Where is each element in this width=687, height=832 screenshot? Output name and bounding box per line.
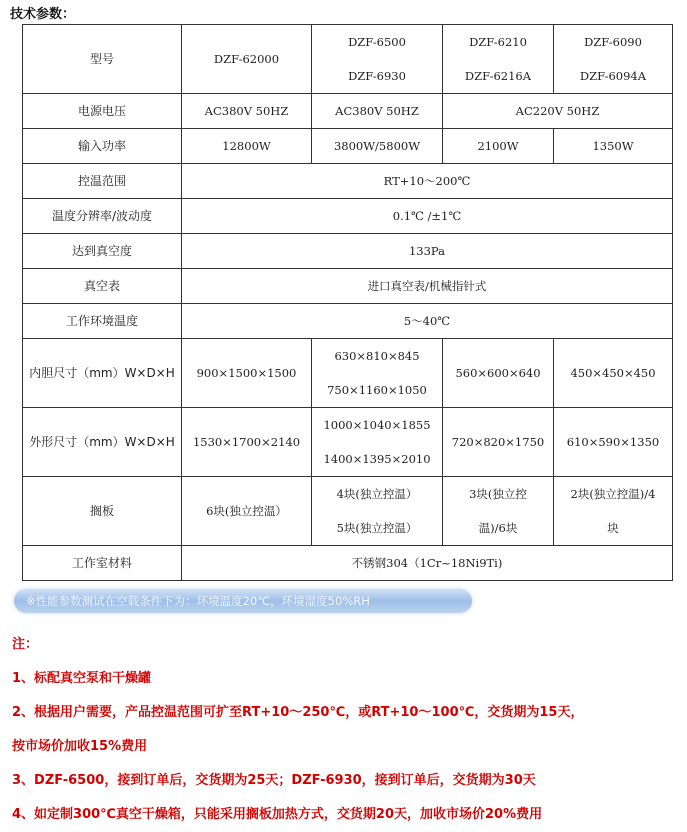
model-2: DZF-6500 DZF-6930 [312,25,443,94]
vacuum-value: 133Pa [182,234,673,269]
label-vacuum: 达到真空度 [23,234,182,269]
label-resolution: 温度分辨率/波动度 [23,199,182,234]
power-3: 2100W [443,129,554,164]
inner-size-4: 450×450×450 [554,339,673,408]
voltage-2: AC380V 50HZ [312,94,443,129]
gauge-value: 进口真空表/机械指针式 [182,269,673,304]
shelves-2: 4块(独立控温） 5块(独立控温） [312,477,443,546]
row-material [23,546,673,581]
voltage-3: AC220V 50HZ [443,94,673,129]
row-voltage [23,94,673,129]
note-item: 按市场价加收15%费用 [12,739,148,754]
label-outer-size: 外形尺寸（mm）W×D×H [23,408,182,477]
model-1: DZF-62000 [182,25,312,94]
note-item: 4、如定制300℃真空干燥箱，只能采用搁板加热方式，交货期20天，加收市场价20%费用 [12,807,543,822]
notes-title: 注： [12,637,39,652]
label-power: 输入功率 [23,129,182,164]
row-temp-range [23,164,673,199]
shelves-3: 3块(独立控 温)/6块 [443,477,554,546]
temp-range-value: RT+10～200℃ [182,164,673,199]
test-conditions-text: ※性能参数测试在空载条件下为：环境温度20℃，环境湿度50%RH [26,594,370,608]
note-item: 2、根据用户需要，产品控温范围可扩至RT+10～250℃，或RT+10～100℃，交货期为15天， [12,705,584,720]
notes-section [12,628,682,832]
label-inner-size: 内胆尺寸（mm）W×D×H [23,339,182,408]
power-2: 3800W/5800W [312,129,443,164]
row-inner-size [23,339,673,408]
inner-size-1: 900×1500×1500 [182,339,312,408]
power-1: 12800W [182,129,312,164]
outer-size-4: 610×590×1350 [554,408,673,477]
power-4: 1350W [554,129,673,164]
note-item: 3、DZF-6500，接到订单后，交货期为25天；DZF-6930，接到订单后，交货期为30天 [12,773,536,788]
env-temp-value: 5～40℃ [182,304,673,339]
material-value: 不锈钢304（1Cr~18Ni9Ti) [182,546,673,581]
shelves-4: 2块(独立控温)/4 块 [554,477,673,546]
note-item: 1、标配真空泵和干燥罐 [12,671,152,686]
row-gauge [23,269,673,304]
section-heading: 技术参数： [10,7,76,22]
row-env-temp [23,304,673,339]
spec-table [22,24,673,581]
row-model [23,25,673,94]
model-4: DZF-6090 DZF-6094A [554,25,673,94]
resolution-value: 0.1℃ /±1℃ [182,199,673,234]
row-vacuum [23,234,673,269]
shelves-1: 6块(独立控温） [182,477,312,546]
outer-size-3: 720×820×1750 [443,408,554,477]
row-power [23,129,673,164]
inner-size-2: 630×810×845 750×1160×1050 [312,339,443,408]
label-model: 型号 [23,25,182,94]
row-outer-size [23,408,673,477]
label-voltage: 电源电压 [23,94,182,129]
label-gauge: 真空表 [23,269,182,304]
model-3: DZF-6210 DZF-6216A [443,25,554,94]
outer-size-1: 1530×1700×2140 [182,408,312,477]
test-conditions-banner [14,589,472,613]
voltage-1: AC380V 50HZ [182,94,312,129]
label-material: 工作室材料 [23,546,182,581]
row-resolution [23,199,673,234]
label-temp-range: 控温范围 [23,164,182,199]
outer-size-2: 1000×1040×1855 1400×1395×2010 [312,408,443,477]
label-env-temp: 工作环境温度 [23,304,182,339]
row-shelves [23,477,673,546]
label-shelves: 搁板 [23,477,182,546]
inner-size-3: 560×600×640 [443,339,554,408]
